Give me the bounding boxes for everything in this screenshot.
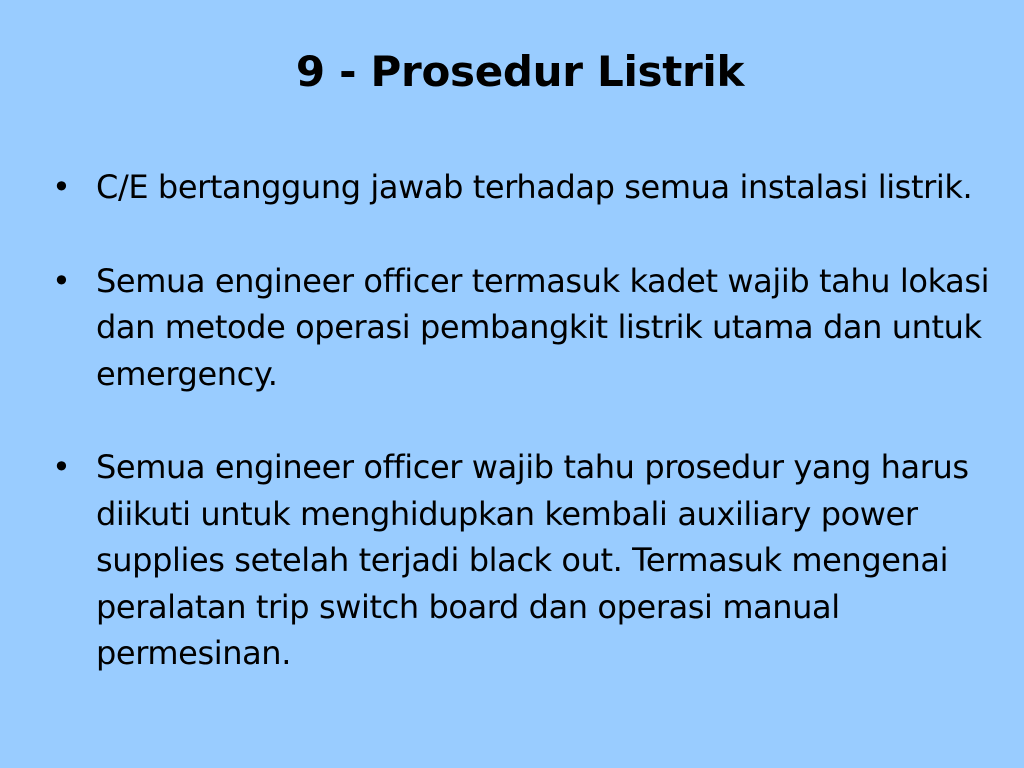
bullet-item <box>0 164 1024 211</box>
bullet-text: C/E bertanggung jawab terhadap semua instalasi listrik. <box>96 168 973 206</box>
bullet-text: Semua engineer officer wajib tahu prosedur yang harus diikuti untuk menghidupkan kembali auxiliary power supplies setelah terjadi black out. Termasuk mengenai peralatan trip switch board dan operasi manual permesinan. <box>96 448 969 672</box>
bullet-dot-icon: • <box>52 261 71 300</box>
bullet-item <box>0 258 1024 398</box>
bullet-text: Semua engineer officer termasuk kadet wajib tahu lokasi dan metode operasi pembangkit listrik utama dan untuk emergency. <box>96 261 990 393</box>
bullet-dot-icon: • <box>52 448 71 486</box>
slide-title: 9 - Prosedur Listrik <box>295 47 745 96</box>
bullet-item <box>0 444 1024 677</box>
bullet-list <box>0 164 1024 677</box>
bullet-dot-icon: • <box>52 168 71 206</box>
